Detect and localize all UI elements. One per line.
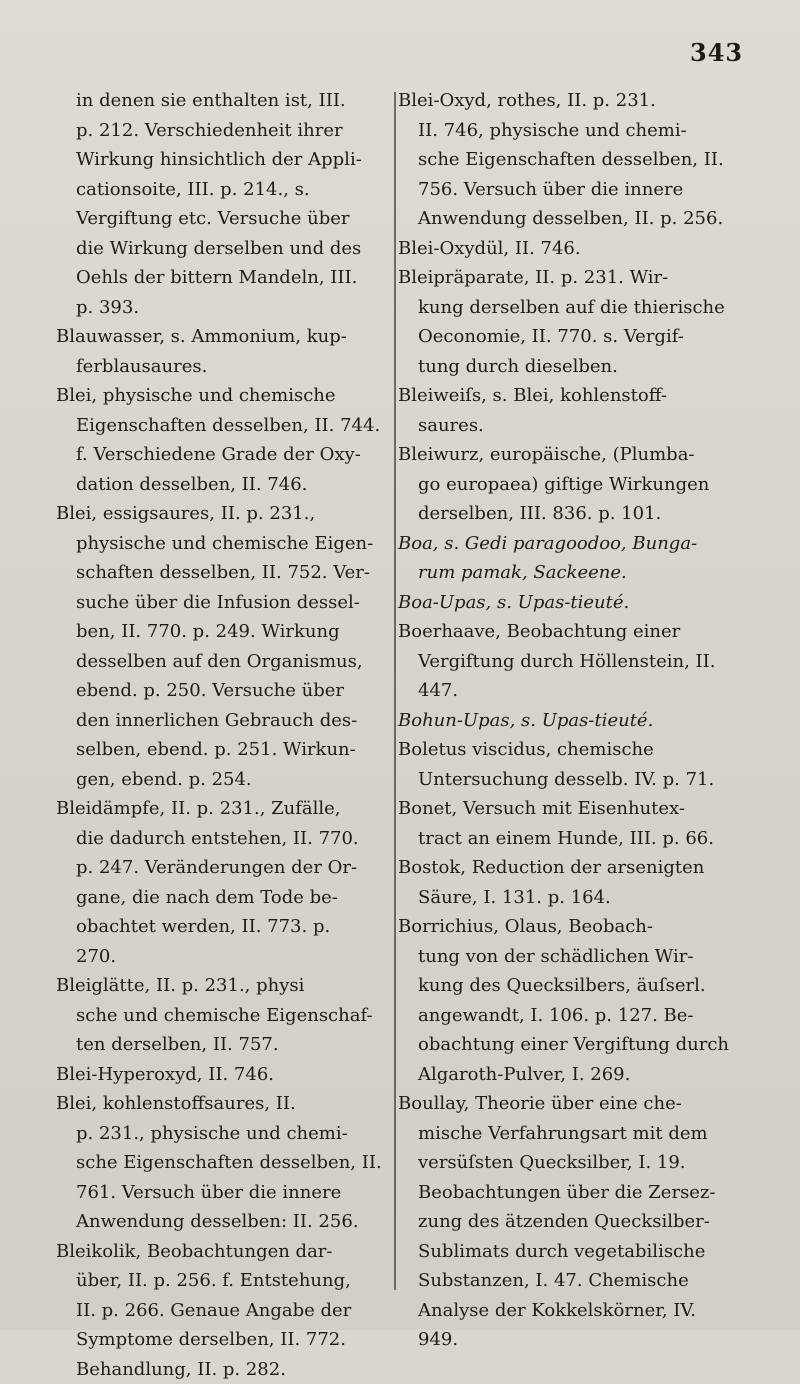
- index-entry-continuation: 270.: [56, 942, 396, 972]
- index-entry-heading: Boletus viscidus, chemische: [398, 735, 746, 765]
- index-entry-continuation: Anwendung desselben: II. 256.: [56, 1207, 396, 1237]
- index-entry-continuation: go europaea) giftige Wirkungen: [398, 470, 746, 500]
- index-entry-continuation: Anwendung desselben, II. p. 256.: [398, 204, 746, 234]
- index-entry-continuation: desselben auf den Organismus,: [56, 647, 396, 677]
- column-divider: [394, 92, 396, 1290]
- index-entry-continuation: p. 231., physische und chemi-: [56, 1119, 396, 1149]
- index-entry-continuation: II. 746, physische und chemi-: [398, 116, 746, 146]
- index-entry-continuation: über, II. p. 256. f. Entstehung,: [56, 1266, 396, 1296]
- index-entry-continuation: dation desselben, II. 746.: [56, 470, 396, 500]
- index-entry-continuation: 949.: [398, 1325, 746, 1355]
- index-entry-continuation: rum pamak, Sackeene.: [398, 558, 746, 588]
- index-entry-heading: Boa-Upas, s. Upas-tieuté.: [398, 588, 746, 618]
- index-entry-heading: Boerhaave, Beobachtung einer: [398, 617, 746, 647]
- index-entry-continuation: ferblausaures.: [56, 352, 396, 382]
- index-entry-continuation: II. p. 266. Genaue Angabe der: [56, 1296, 396, 1326]
- index-entry-continuation: Oeconomie, II. 770. s. Vergif-: [398, 322, 746, 352]
- index-entry-continuation: cationsoite, III. p. 214., s.: [56, 175, 396, 205]
- index-entry-continuation: f. Verschiedene Grade der Oxy-: [56, 440, 396, 470]
- index-entry-continuation: Wirkung hinsichtlich der Appli-: [56, 145, 396, 175]
- index-entry-continuation: 447.: [398, 676, 746, 706]
- index-entry-continuation: ben, II. 770. p. 249. Wirkung: [56, 617, 396, 647]
- index-entry-continuation: ebend. p. 250. Versuche über: [56, 676, 396, 706]
- index-entry-heading: Blei, physische und chemische: [56, 381, 396, 411]
- index-entry-continuation: Algaroth-Pulver, I. 269.: [398, 1060, 746, 1090]
- index-entry-continuation: Untersuchung desselb. IV. p. 71.: [398, 765, 746, 795]
- index-entry-heading: Bleipräparate, II. p. 231. Wir-: [398, 263, 746, 293]
- index-entry-continuation: selben, ebend. p. 251. Wirkun-: [56, 735, 396, 765]
- index-entry-heading: Blei-Hyperoxyd, II. 746.: [56, 1060, 396, 1090]
- index-entry-continuation: Symptome derselben, II. 772.: [56, 1325, 396, 1355]
- index-entry-heading: Bleidämpfe, II. p. 231., Zufälle,: [56, 794, 396, 824]
- index-entry-continuation: saures.: [398, 411, 746, 441]
- index-entry-continuation: p. 212. Verschiedenheit ihrer: [56, 116, 396, 146]
- index-entry-heading: Boa, s. Gedi paragoodoo, Bunga-: [398, 529, 746, 559]
- index-entry-heading: Blei, kohlenstoffsaures, II.: [56, 1089, 396, 1119]
- index-entry-continuation: tract an einem Hunde, III. p. 66.: [398, 824, 746, 854]
- index-entry-heading: Bohun-Upas, s. Upas-tieuté.: [398, 706, 746, 736]
- index-entry-heading: Blei-Oxydül, II. 746.: [398, 234, 746, 264]
- index-entry-continuation: sche und chemische Eigenschaf-: [56, 1001, 396, 1031]
- index-entry-continuation: ten derselben, II. 757.: [56, 1030, 396, 1060]
- index-entry-continuation: zung des ätzenden Quecksilber-: [398, 1207, 746, 1237]
- index-entry-heading: Bostok, Reduction der arsenigten: [398, 853, 746, 883]
- index-entry-continuation: Beobachtungen über die Zersez-: [398, 1178, 746, 1208]
- index-entry-continuation: versüſsten Quecksilber, I. 19.: [398, 1148, 746, 1178]
- index-entry-continuation: Behandlung, II. p. 282.: [56, 1355, 396, 1384]
- index-entry-heading: Blei, essigsaures, II. p. 231.,: [56, 499, 396, 529]
- index-entry-heading: Borrichius, Olaus, Beobach-: [398, 912, 746, 942]
- index-entry-continuation: tung durch dieselben.: [398, 352, 746, 382]
- index-entry-continuation: obachtung einer Vergiftung durch: [398, 1030, 746, 1060]
- index-entry-continuation: suche über die Infusion dessel-: [56, 588, 396, 618]
- index-entry-continuation: die Wirkung derselben und des: [56, 234, 396, 264]
- index-entry-continuation: schaften desselben, II. 752. Ver-: [56, 558, 396, 588]
- index-entry-heading: Bleiwurz, europäische, (Plumba-: [398, 440, 746, 470]
- index-entry-continuation: gane, die nach dem Tode be-: [56, 883, 396, 913]
- index-entry-heading: Blauwasser, s. Ammonium, kup-: [56, 322, 396, 352]
- index-entry-continuation: kung des Quecksilbers, äuſserl.: [398, 971, 746, 1001]
- index-entry-heading: Bleikolik, Beobachtungen dar-: [56, 1237, 396, 1267]
- index-entry-continuation: Vergiftung durch Höllenstein, II.: [398, 647, 746, 677]
- index-entry-continuation: den innerlichen Gebrauch des-: [56, 706, 396, 736]
- index-entry-continuation: Substanzen, I. 47. Chemische: [398, 1266, 746, 1296]
- index-entry-heading: Bleiweiſs, s. Blei, kohlenstoff-: [398, 381, 746, 411]
- index-entry-heading: Blei-Oxyd, rothes, II. p. 231.: [398, 86, 746, 116]
- index-entry-continuation: obachtet werden, II. 773. p.: [56, 912, 396, 942]
- page-number: 343: [690, 38, 743, 67]
- index-entry-continuation: sche Eigenschaften desselben, II.: [56, 1148, 396, 1178]
- index-entry-continuation: physische und chemische Eigen-: [56, 529, 396, 559]
- index-entry-continuation: p. 247. Veränderungen der Or-: [56, 853, 396, 883]
- index-entry-continuation: Eigenschaften desselben, II. 744.: [56, 411, 396, 441]
- index-entry-continuation: mische Verfahrungsart mit dem: [398, 1119, 746, 1149]
- index-entry-continuation: die dadurch entstehen, II. 770.: [56, 824, 396, 854]
- index-entry-continuation: Oehls der bittern Mandeln, III.: [56, 263, 396, 293]
- index-column-right: [398, 86, 746, 1355]
- index-entry-continuation: derselben, III. 836. p. 101.: [398, 499, 746, 529]
- index-entry-continuation: sche Eigenschaften desselben, II.: [398, 145, 746, 175]
- index-column-left: [56, 86, 396, 1384]
- index-entry-continuation: kung derselben auf die thierische: [398, 293, 746, 323]
- index-entry-continuation: p. 393.: [56, 293, 396, 323]
- index-entry-continuation: Sublimats durch vegetabilische: [398, 1237, 746, 1267]
- index-entry-continuation: Analyse der Kokkelskörner, IV.: [398, 1296, 746, 1326]
- index-entry-continuation: Vergiftung etc. Versuche über: [56, 204, 396, 234]
- index-entry-continuation: 756. Versuch über die innere: [398, 175, 746, 205]
- index-entry-continuation: in denen sie enthalten ist, III.: [56, 86, 396, 116]
- index-entry-continuation: angewandt, I. 106. p. 127. Be-: [398, 1001, 746, 1031]
- index-entry-heading: Bonet, Versuch mit Eisenhutex-: [398, 794, 746, 824]
- index-entry-continuation: gen, ebend. p. 254.: [56, 765, 396, 795]
- index-entry-continuation: Säure, I. 131. p. 164.: [398, 883, 746, 913]
- index-entry-heading: Boullay, Theorie über eine che-: [398, 1089, 746, 1119]
- index-entry-continuation: 761. Versuch über die innere: [56, 1178, 396, 1208]
- index-entry-heading: Bleiglätte, II. p. 231., physi: [56, 971, 396, 1001]
- index-entry-continuation: tung von der schädlichen Wir-: [398, 942, 746, 972]
